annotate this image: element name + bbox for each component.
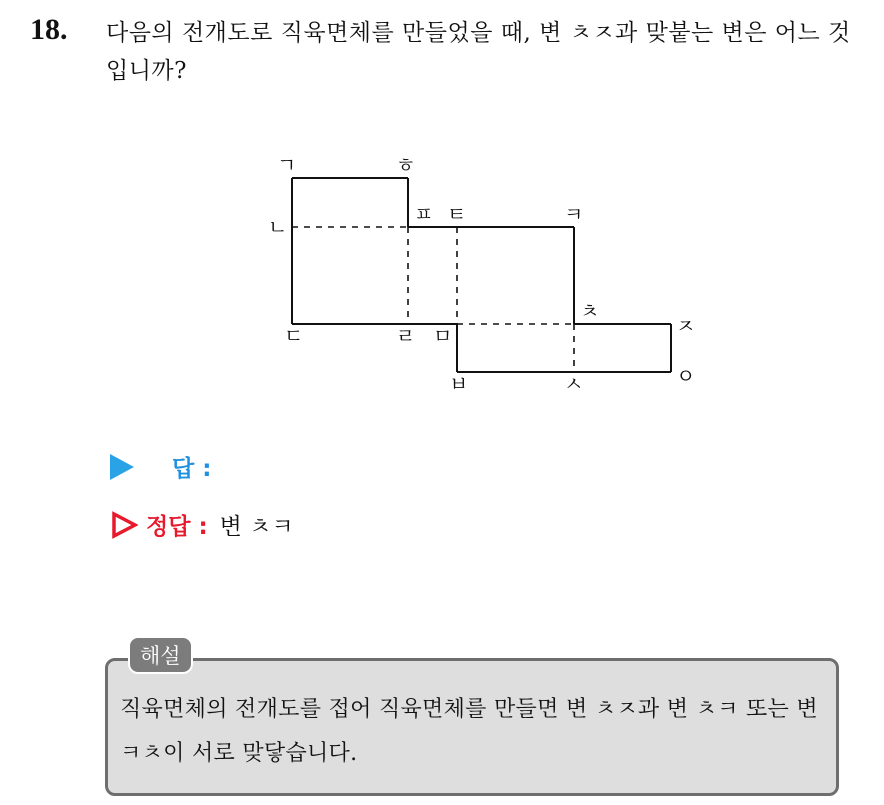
vertex-label-o: ㅇ [676, 364, 696, 388]
vertex-label-r: ㄹ [396, 324, 416, 348]
correct-answer-value: 변 ㅊㅋ [219, 514, 294, 540]
correct-answer-row [110, 508, 294, 541]
vertex-label-h: ㅎ [396, 153, 416, 177]
vertex-label-s: ㅅ [564, 372, 584, 396]
vertex-label-j: ㅈ [676, 314, 696, 338]
vertex-label-b: ㅂ [449, 372, 469, 396]
vertex-label-m: ㅁ [433, 324, 453, 348]
vertex-label-g: ㄱ [277, 153, 297, 177]
vertex-label-t: ㅌ [447, 202, 467, 226]
answer-label: 답 : [172, 456, 212, 482]
question-number: 18. [30, 13, 68, 46]
correct-answer-label: 정답 : [146, 514, 208, 540]
vertex-label-p: ㅍ [414, 202, 434, 226]
explanation-text: 직육면체의 전개도를 접어 직육면체를 만들면 변 ㅊㅈ과 변 ㅊㅋ 또는 변 ㅋㅊ이 서로 맞닿습니다. [120, 697, 818, 766]
outline-triangle-icon [110, 511, 138, 539]
vertex-label-c: ㅊ [580, 299, 600, 323]
play-triangle-icon [110, 454, 134, 480]
question-text: 다음의 전개도로 직육면체를 만들었을 때, 변 ㅊㅈ과 맞붙는 변은 어느 것입니까? [106, 20, 851, 84]
answer-row [110, 450, 211, 483]
vertex-label-k: ㅋ [564, 202, 584, 226]
vertex-label-d: ㄷ [284, 324, 304, 348]
explanation-tab: 해설 [128, 636, 193, 674]
vertex-label-n: ㄴ [268, 215, 288, 239]
